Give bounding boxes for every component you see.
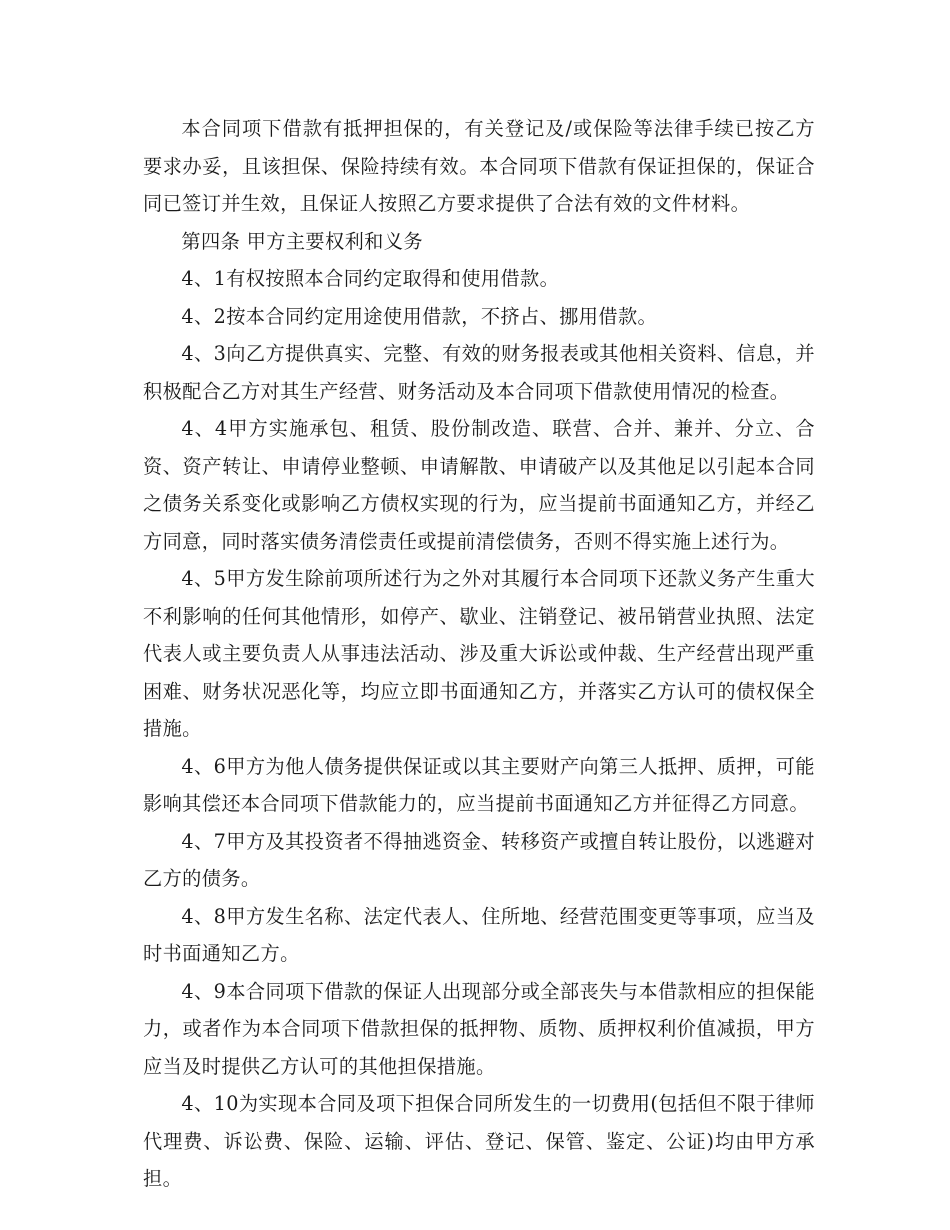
clause-4-4: 4、4甲方实施承包、租赁、股份制改造、联营、合并、兼并、分立、合资、资产转让、申请停业整顿、申请解散、申请破产以及其他足以引起本合同之债务关系变化或影响乙方债权实现的行为，应当提前书面通知乙方，并经乙方同意，同时落实债务清偿责任或提前清偿债务，否则不得实施上述行为。 <box>143 417 815 553</box>
section-heading-article-4: 第四条 甲方主要权利和义务 <box>181 229 423 253</box>
clause-4-2: 4、2按本合同约定用途使用借款，不挤占、挪用借款。 <box>181 304 658 328</box>
clause-4-6: 4、6甲方为他人债务提供保证或以其主要财产向第三人抵押、质押，可能影响其偿还本合同项下借款能力的，应当提前书面通知乙方并征得乙方同意。 <box>143 754 815 815</box>
clause-4-9: 4、9本合同项下借款的保证人出现部分或全部丧失与本借款相应的担保能力，或者作为本合同项下借款担保的抵押物、质物、质押权利价值减损，甲方应当及时提供乙方认可的其他担保措施。 <box>143 979 815 1078</box>
clause-4-10: 4、10为实现本合同及项下担保合同所发生的一切费用(包括但不限于律师代理费、诉讼费、保险、运输、评估、登记、保管、鉴定、公证)均由甲方承担。 <box>143 1092 815 1190</box>
clause-4-3: 4、3向乙方提供真实、完整、有效的财务报表或其他相关资料、信息，并积极配合乙方对其生产经营、财务活动及本合同项下借款使用情况的检查。 <box>143 342 815 403</box>
document-body <box>143 110 815 1198</box>
clause-4-5: 4、5甲方发生除前项所述行为之外对其履行本合同项下还款义务产生重大不利影响的任何其他情形，如停产、歇业、注销登记、被吊销营业执照、法定代表人或主要负责人从事违法活动、涉及重大诉讼或仲裁、生产经营出现严重困难、财务状况恶化等，均应立即书面通知乙方，并落实乙方认可的债权保全措施。 <box>143 567 815 740</box>
paragraph-guarantee-status: 本合同项下借款有抵押担保的，有关登记及/或保险等法律手续已按乙方要求办妥，且该担保、保险持续有效。本合同项下借款有保证担保的，保证合同已签订并生效，且保证人按照乙方要求提供了合法有效的文件材料。 <box>143 117 815 215</box>
clause-4-7: 4、7甲方及其投资者不得抽逃资金、转移资产或擅自转让股份，以逃避对乙方的债务。 <box>143 829 815 890</box>
clause-4-8: 4、8甲方发生名称、法定代表人、住所地、经营范围变更等事项，应当及时书面通知乙方。 <box>143 904 815 965</box>
clause-4-1: 4、1有权按照本合同约定取得和使用借款。 <box>181 267 560 290</box>
